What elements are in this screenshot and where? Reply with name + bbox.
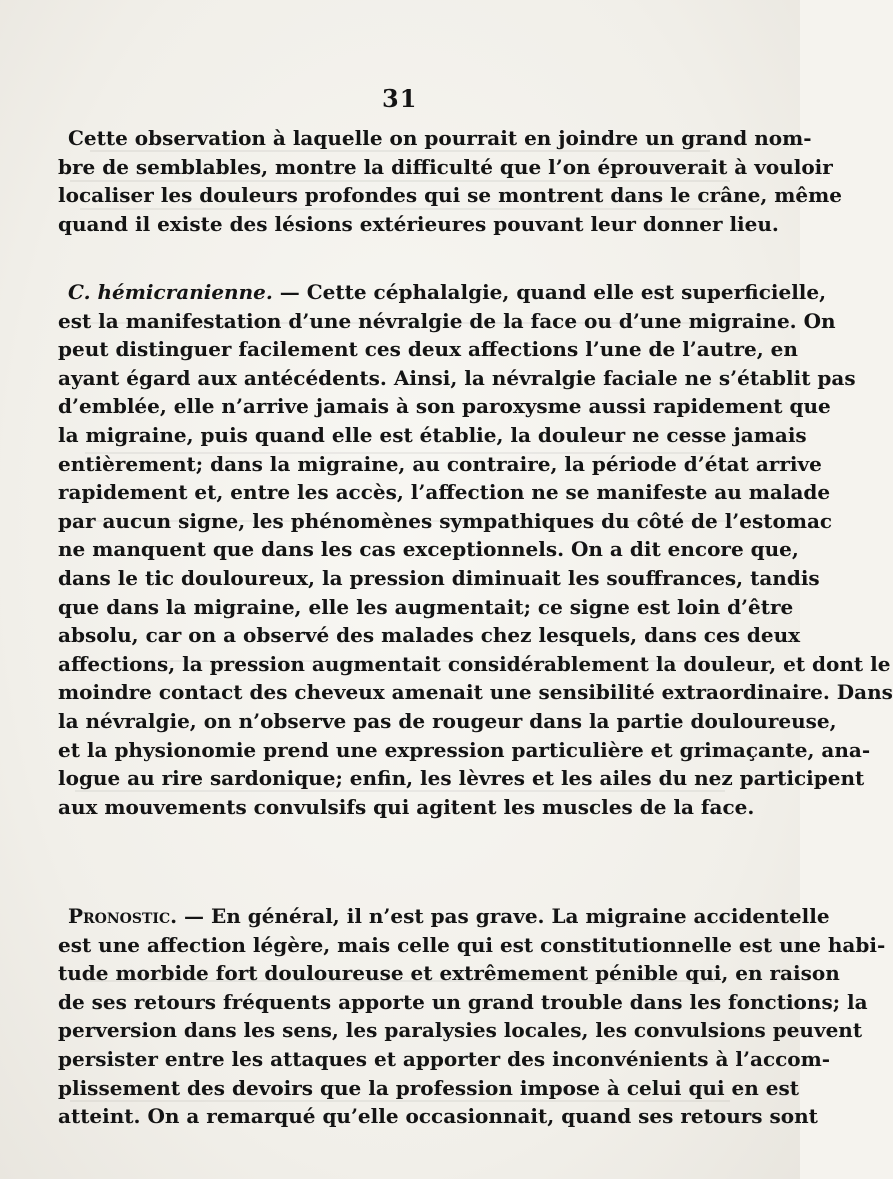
text-line: persister entre les attaques et apporter des inconvénients à l’accom- xyxy=(58,1046,831,1071)
text-line: aux mouvements convulsifs qui agitent les muscles de la face. xyxy=(58,794,755,819)
text-line: ne manquent que dans les cas exceptionnels. On a dit encore que, xyxy=(58,537,799,562)
text-line: que dans la migraine, elle les augmentait; ce signe est loin d’être xyxy=(58,594,794,619)
text-line: d’emblée, elle n’arrive jamais à son paroxysme aussi rapidement que xyxy=(58,394,831,419)
section-heading: Pronostic. xyxy=(68,904,178,928)
text-line: la névralgie, on n’observe pas de rougeur dans la partie douloureuse, xyxy=(58,708,837,733)
text-line: ayant égard aux antécédents. Ainsi, la névralgie faciale ne s’établit pas xyxy=(58,365,856,390)
text-line: est une affection légère, mais celle qui est constitutionnelle est une habi- xyxy=(58,932,886,957)
text-line-with-heading xyxy=(58,278,827,307)
paragraph-hemicranienne xyxy=(58,278,893,821)
text-line-rest: — En général, il n’est pas grave. La migraine accidentelle xyxy=(177,904,830,928)
text-line: bre de semblables, montre la difficulté que l’on éprouverait à vouloir xyxy=(58,154,833,179)
text-line-rest: — Cette céphalalgie, quand elle est superficielle, xyxy=(272,280,827,304)
text-line-with-heading xyxy=(58,902,830,931)
text-line: dans le tic douloureux, la pression diminuait les souffrances, tandis xyxy=(58,565,820,590)
text-line: de ses retours fréquents apporte un grand trouble dans les fonctions; la xyxy=(58,989,868,1014)
text-line: est la manifestation d’une névralgie de la face ou d’une migraine. On xyxy=(58,308,836,333)
text-line: par aucun signe, les phénomènes sympathiques du côté de l’estomac xyxy=(58,508,833,533)
text-line: quand il existe des lésions extérieures pouvant leur donner lieu. xyxy=(58,211,779,236)
text-line: la migraine, puis quand elle est établie, la douleur ne cesse jamais xyxy=(58,422,807,447)
section-heading: C. hémicranienne. xyxy=(68,280,273,304)
text-line: rapidement et, entre les accès, l’affection ne se manifeste au malade xyxy=(58,480,831,505)
text-line: entièrement; dans la migraine, au contraire, la période d’état arrive xyxy=(58,451,822,476)
text-line: Cette observation à laquelle on pourrait en joindre un grand nom- xyxy=(68,126,812,150)
text-line: localiser les douleurs profondes qui se montrent dans le crâne, même xyxy=(58,183,843,208)
paragraph-pronostic xyxy=(58,902,886,1131)
text-line: tude morbide fort douloureuse et extrêmement pénible qui, en raison xyxy=(58,961,840,986)
text-line: peut distinguer facilement ces deux affections l’une de l’autre, en xyxy=(58,337,798,362)
text-line: atteint. On a remarqué qu’elle occasionnait, quand ses retours sont xyxy=(58,1104,818,1129)
text-line: moindre contact des cheveux amenait une sensibilité extraordinaire. Dans xyxy=(58,680,893,705)
text-line: affections, la pression augmentait considérablement la douleur, et dont le xyxy=(58,651,891,676)
text-line: et la physionomie prend une expression particulière et grimaçante, ana- xyxy=(58,737,871,762)
text-line: absolu, car on a observé des malades chez lesquels, dans ces deux xyxy=(58,623,801,648)
text-line: perversion dans les sens, les paralysies locales, les convulsions peuvent xyxy=(58,1018,863,1043)
text-line: logue au rire sardonique; enfin, les lèvres et les ailes du nez participent xyxy=(58,766,865,791)
text-line: plissement des devoirs que la profession impose à celui qui en est xyxy=(58,1075,799,1100)
page-number: 31 xyxy=(382,84,418,113)
paragraph-observation xyxy=(58,124,843,238)
